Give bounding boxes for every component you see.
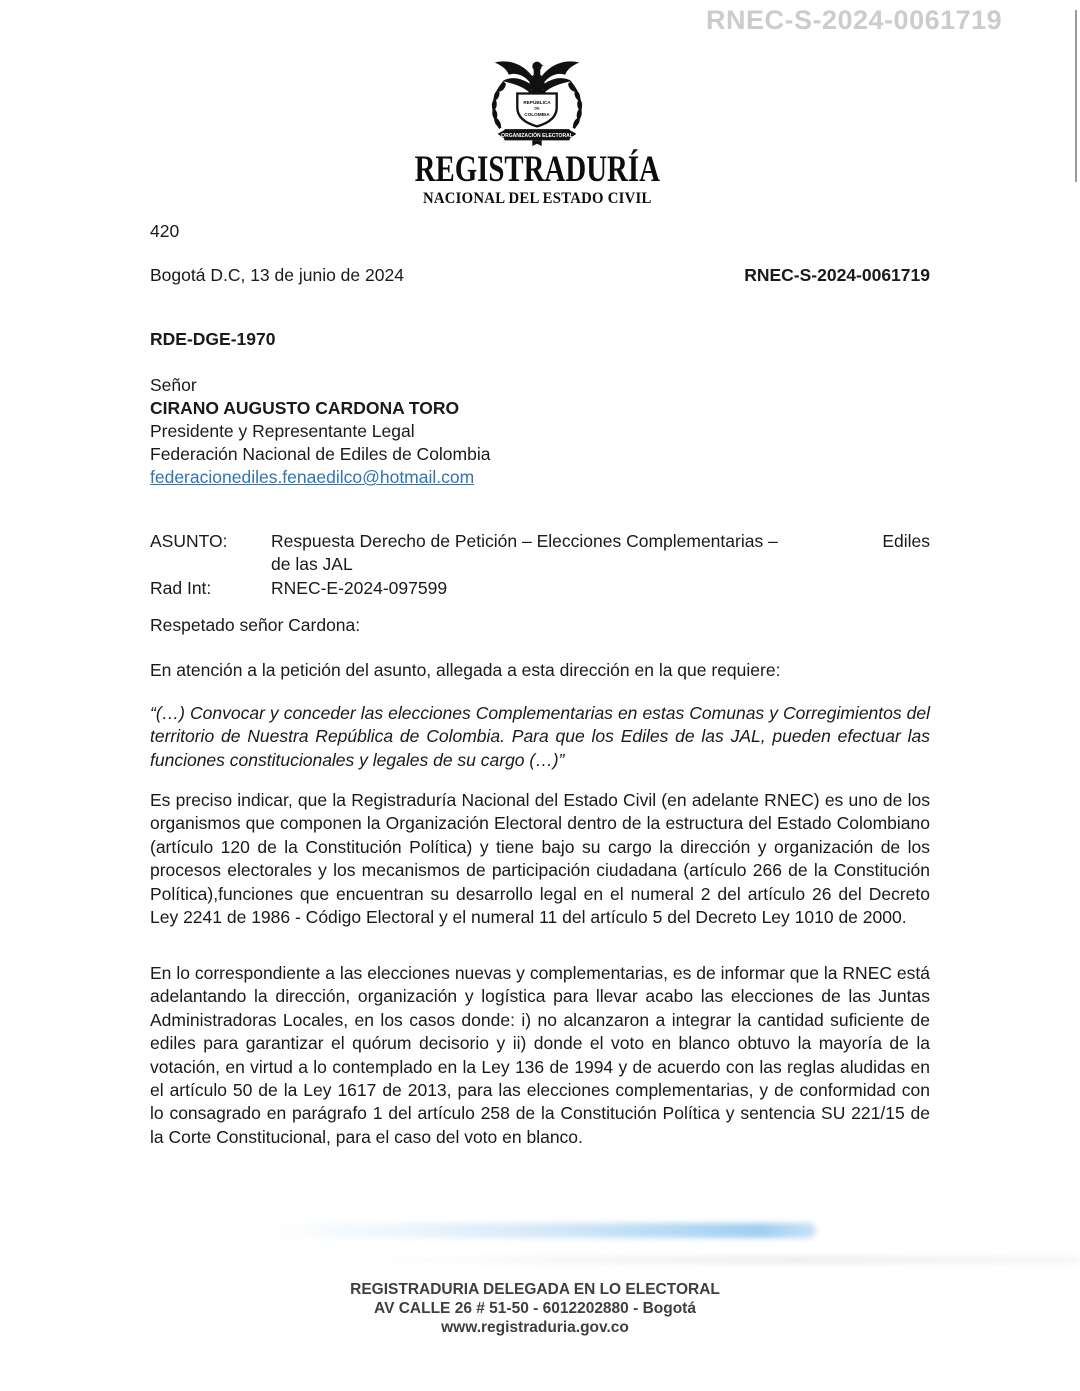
internal-code: RDE-DGE-1970	[150, 329, 276, 349]
reference-number: RNEC-S-2024-0061719	[744, 265, 930, 285]
recipient-title: Presidente y Representante Legal	[150, 421, 415, 441]
intro-paragraph: En atención a la petición del asunto, allegada a esta dirección en la que requiere:	[150, 660, 781, 680]
recipient-name: CIRANO AUGUSTO CARDONA TORO	[150, 398, 460, 418]
subject-block	[150, 530, 930, 600]
shield-text-de: DE	[534, 106, 540, 111]
greeting-line: Respetado señor Cardona:	[150, 615, 361, 635]
shield-text-republica: REPÚBLICA	[523, 99, 551, 105]
petition-quote-paragraph: “(…) Convocar y conceder las elecciones Complementarias en estas Comunas y Corregimientos del territorio de Nuestra República de Colombia. Para que los Ediles de las JAL, pueden efectuar las funciones constitucionales y legales de su cargo (…)”	[150, 703, 930, 770]
logo-subtitle: NACIONAL DEL ESTADO CIVIL	[422, 190, 652, 207]
date-reference-row	[150, 264, 930, 287]
body-paragraph-1: Es preciso indicar, que la Registraduría Nacional del Estado Civil (en adelante RNEC) es uno de los organismos que componen la Organización Electoral dentro de la estructura del Estado Colombiano (artículo 120 de la Constitución Política) y tiene bajo su cargo la dirección y organización de los procesos electorales y los mecanismos de participación ciudadana (artículo 266 de la Constitución Política),funciones que encuentran su desarrollo legal en el numeral 2 del artículo 26 del Decreto Ley 2241 de 1986 - Código Electoral y el numeral 11 del artículo 5 del Decreto Ley 1010 de 2000.	[150, 790, 930, 928]
subject-label: ASUNTO:	[150, 531, 228, 551]
place-date: Bogotá D.C, 13 de junio de 2024	[150, 265, 404, 285]
logo-title: REGISTRADURÍA	[414, 149, 660, 190]
blue-scan-smudge	[268, 1223, 816, 1238]
subject-text-line1: Respuesta Derecho de Petición – Elecciones Complementarias –	[271, 531, 778, 551]
subject-text-line2: de las JAL	[271, 554, 353, 575]
recipient-email-link[interactable]: federacionediles.fenaedilco@hotmail.com	[150, 467, 475, 487]
gray-scan-smudge	[360, 1256, 1080, 1264]
recipient-block	[150, 374, 930, 489]
document-reference-watermark: RNEC-S-2024-0061719	[706, 5, 1003, 35]
subject-text-line1-end: Ediles	[882, 531, 930, 551]
banner-text: ORGANIZACIÓN ELECTORAL	[501, 133, 573, 140]
footer-address-line: AV CALLE 26 # 51-50 - 6012202880 - Bogotá	[374, 1300, 696, 1317]
dependency-code: 420	[150, 221, 180, 241]
recipient-salutation: Señor	[150, 375, 197, 395]
rad-int-label: Rad Int:	[150, 577, 212, 598]
recipient-organization: Federación Nacional de Ediles de Colombia	[150, 444, 491, 464]
footer-office-line: REGISTRADURIA DELEGADA EN LO ELECTORAL	[350, 1281, 720, 1298]
footer-website-line: www.registraduria.gov.co	[441, 1319, 629, 1336]
registraduria-header-logo	[0, 52, 1074, 207]
page-footer	[0, 1280, 1070, 1337]
rad-int-value: RNEC-E-2024-097599	[271, 577, 448, 598]
body-paragraph-2: En lo correspondiente a las elecciones nuevas y complementarias, es de informar que la RNEC está adelantando la dirección, organización y logística para llevar acabo las elecciones de las Juntas Administradoras Locales, en los casos donde: i) no alcanzaron a integrar la cantidad suficiente de ediles para garantizar el quórum decisorio y ii) donde el voto en blanco obtuvo la mayoría de la votación, en virtud a lo contemplado en la Ley 136 de 1994 y de acuerdo con las reglas aludidas en el artículo 50 de la Ley 1617 de 2013, para las elecciones complementarias, y de conformidad con lo consagrado en parágrafo 1 del artículo 258 de la Constitución Política y sentencia SU 221/15 de la Corte Constitucional, para el caso del voto en blanco.	[150, 963, 930, 1147]
shield-text-colombia: COLOMBIA	[524, 112, 550, 118]
scan-edge-line	[1075, 10, 1077, 182]
organizacion-electoral-crest-icon	[476, 52, 598, 150]
